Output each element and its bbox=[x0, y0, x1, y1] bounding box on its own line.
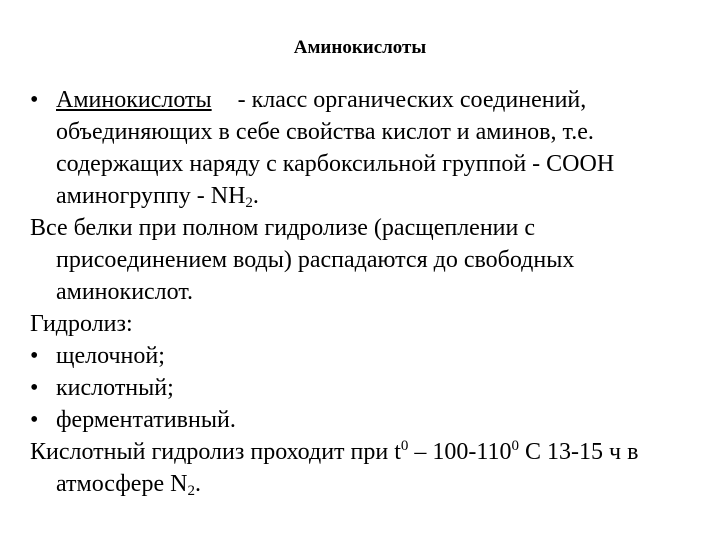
term-underline-gap bbox=[212, 84, 238, 116]
definition-subscript: 2 bbox=[245, 195, 253, 211]
acid-hydrolysis-text-d: . bbox=[194, 471, 201, 497]
slide-body bbox=[30, 84, 700, 500]
hydrolysis-type-label: ферментативный. bbox=[56, 407, 236, 433]
acid-hydrolysis-sup-b: 0 bbox=[511, 438, 519, 454]
hydrolysis-type-item bbox=[30, 340, 700, 372]
slide-title: Аминокислоты bbox=[293, 37, 427, 58]
acid-hydrolysis-sup-a: 0 bbox=[400, 438, 409, 454]
bullet-icon: • bbox=[30, 343, 39, 369]
bullet-icon: • bbox=[30, 87, 39, 113]
definition-text: - класс органических соединений, объединяющих в себе свойства кислот и аминов, т.е. содержащих наряду с карбоксильной группой - СООН аминогруппу - NH bbox=[56, 87, 615, 209]
acid-hydrolysis-sub-c: 2 bbox=[187, 483, 195, 499]
bullet-icon: • bbox=[30, 407, 39, 433]
proteins-paragraph: Все белки при полном гидролизе (расщеплении с присоединением воды) распадаются до свободных аминокислот. bbox=[30, 215, 575, 305]
definition-paragraph bbox=[30, 84, 700, 212]
acid-hydrolysis-text-c: С 13-15 ч в атмосфере N bbox=[56, 439, 639, 497]
acid-hydrolysis-text-a: Кислотный гидролиз проходит при t bbox=[30, 439, 401, 465]
definition-term: Аминокислоты bbox=[56, 87, 212, 113]
hydrolysis-type-label: кислотный; bbox=[56, 375, 174, 401]
hydrolysis-type-item bbox=[30, 404, 700, 436]
definition-end: . bbox=[252, 183, 259, 209]
acid-hydrolysis-paragraph bbox=[30, 436, 700, 500]
hydrolysis-heading: Гидролиз: bbox=[30, 311, 133, 337]
hydrolysis-type-label: щелочной; bbox=[56, 343, 165, 369]
bullet-icon: • bbox=[30, 375, 39, 401]
hydrolysis-type-item bbox=[30, 372, 700, 404]
acid-hydrolysis-text-b: – 100-110 bbox=[408, 439, 512, 465]
